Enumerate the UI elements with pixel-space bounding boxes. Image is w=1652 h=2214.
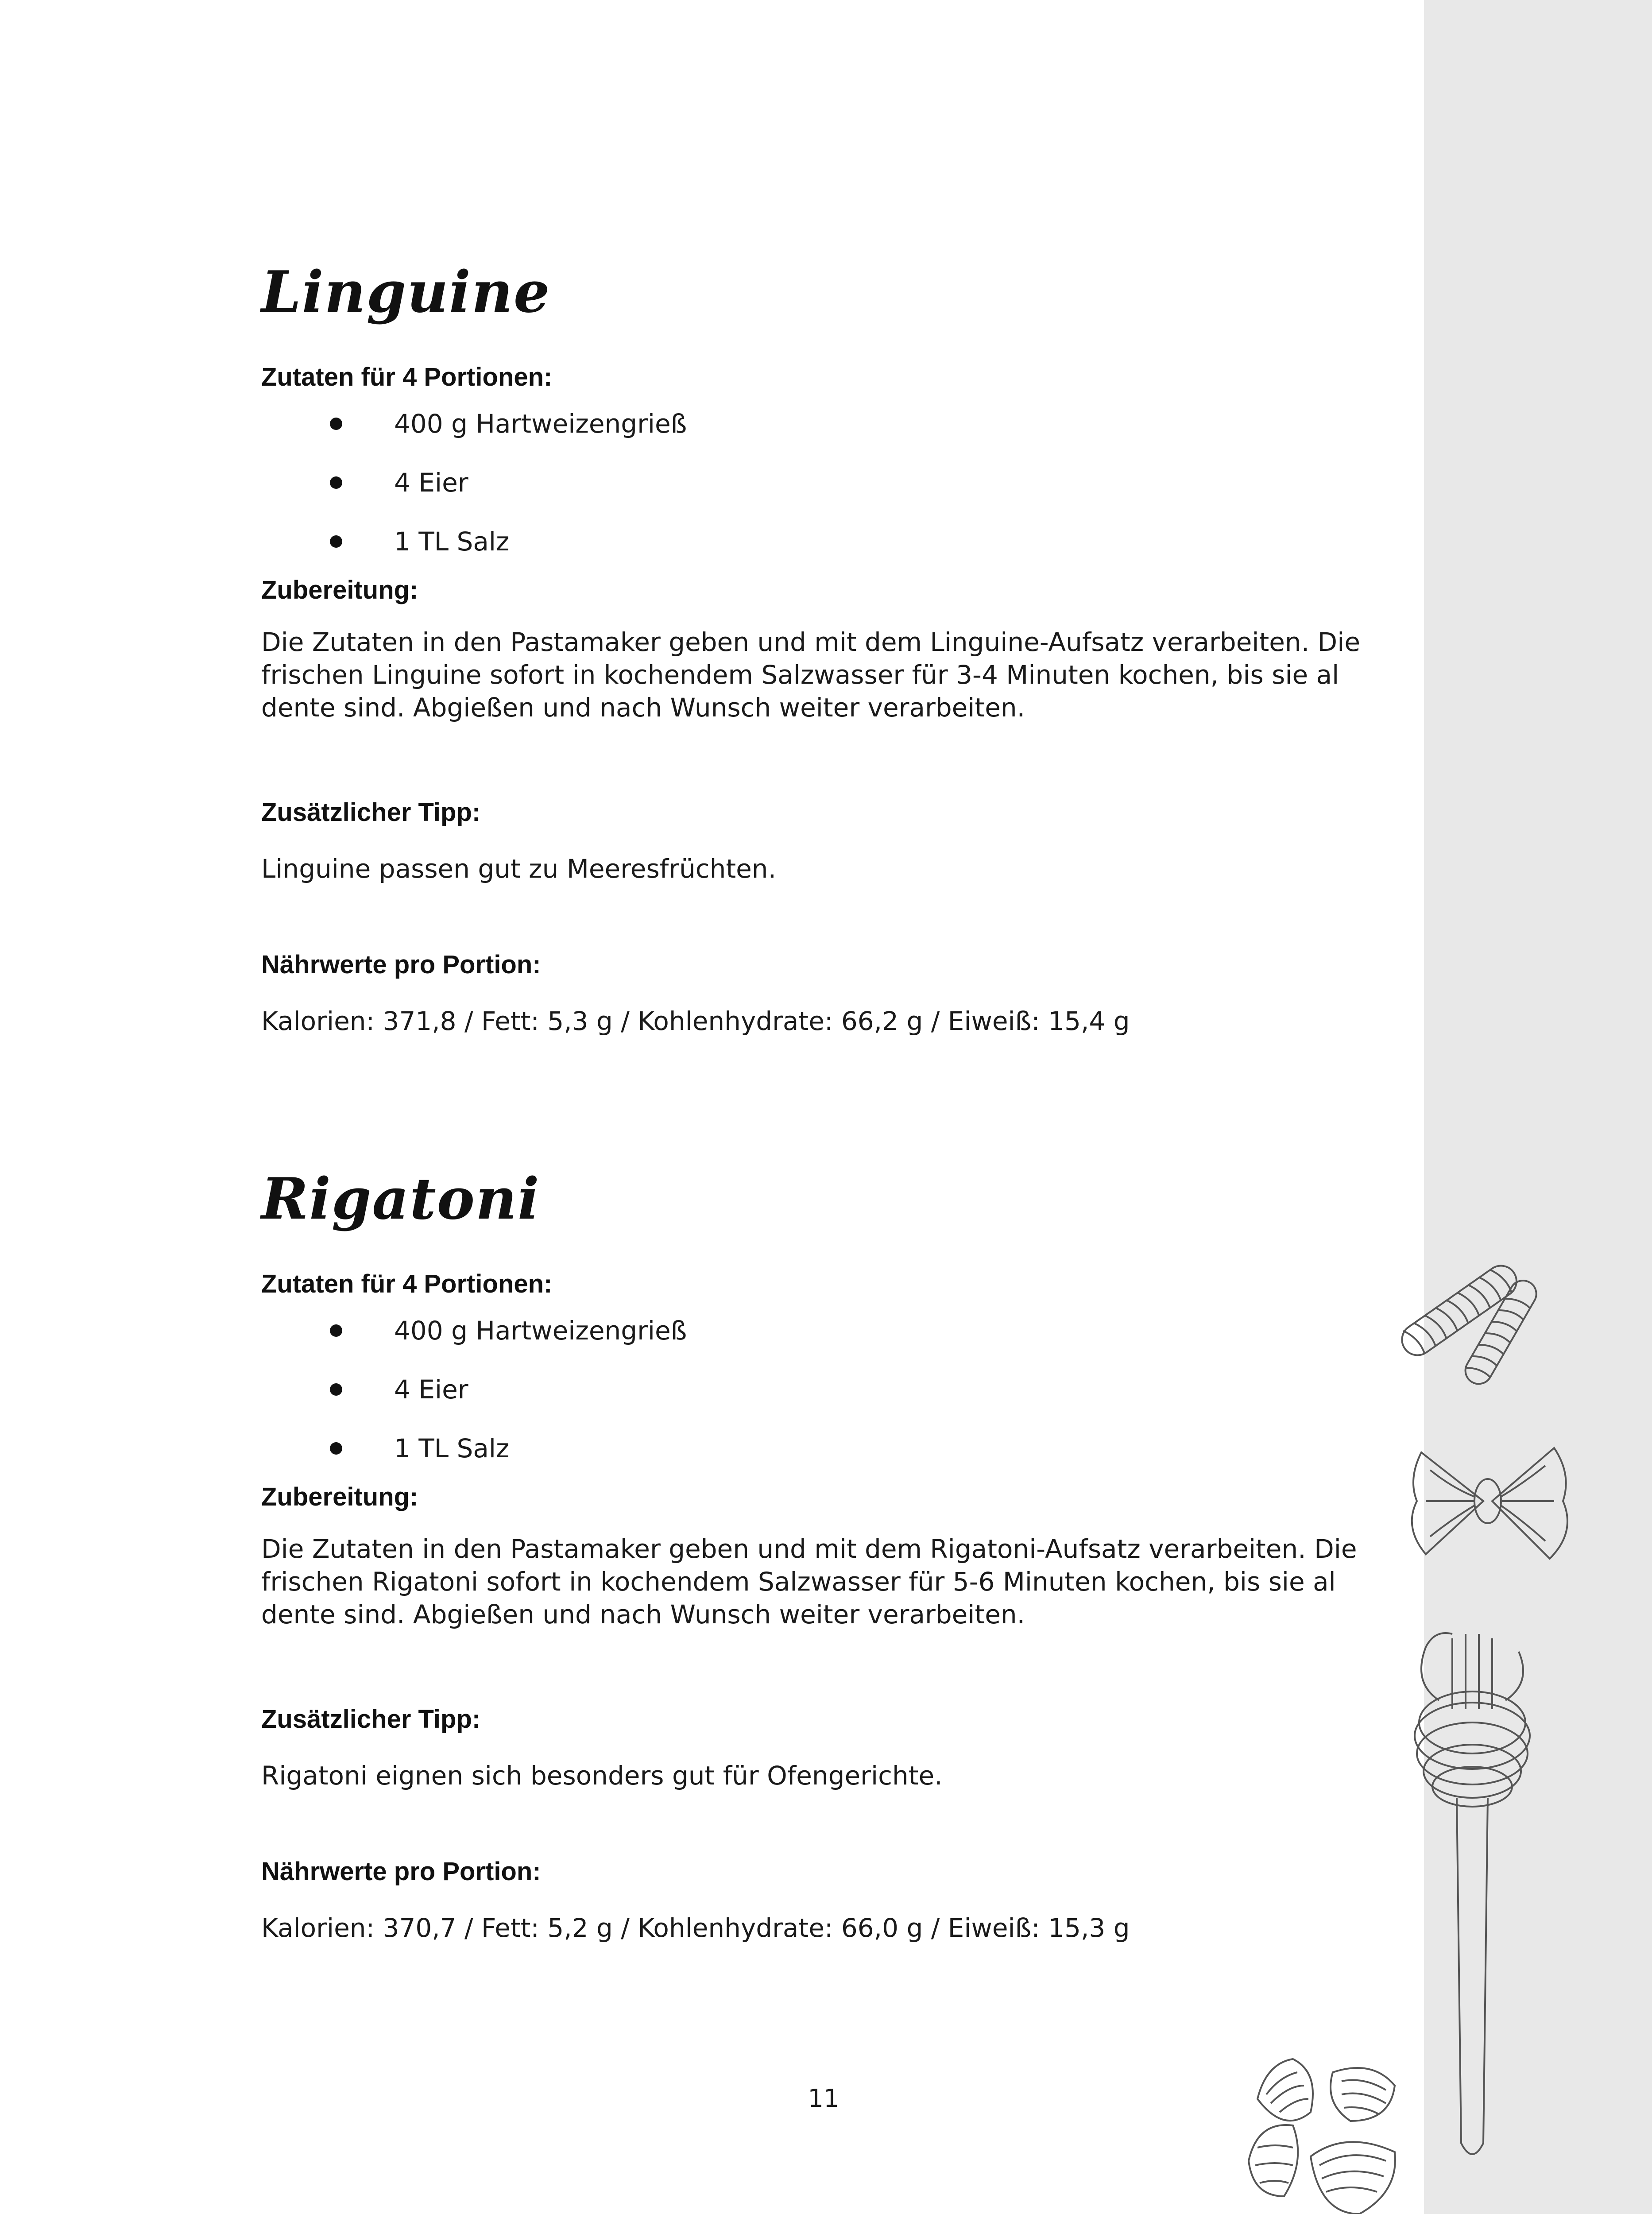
preparation-line: frischen Linguine sofort in kochendem Salzwasser für 3-4 Minuten kochen, bis sie al xyxy=(261,660,1339,690)
nutrition-text: Kalorien: 370,7 / Fett: 5,2 g / Kohlenhydrate: 66,0 g / Eiweiß: 15,3 g xyxy=(261,1913,1130,1943)
recipe-section xyxy=(261,1155,1377,1944)
bullet-icon xyxy=(330,476,342,489)
ingredient-item xyxy=(261,465,1377,500)
nutrition-text: Kalorien: 371,8 / Fett: 5,3 g / Kohlenhydrate: 66,2 g / Eiweiß: 15,4 g xyxy=(261,1006,1130,1036)
recipe-title: Linguine xyxy=(261,259,551,325)
tip-heading: Zusätzlicher Tipp: xyxy=(261,1705,481,1734)
ingredients-heading: Zutaten für 4 Portionen: xyxy=(261,363,553,391)
ingredient-item xyxy=(261,1313,1377,1348)
bullet-icon xyxy=(330,418,342,430)
preparation-heading: Zubereitung: xyxy=(261,576,418,604)
ingredient-text: 4 Eier xyxy=(394,1374,468,1405)
preparation-text xyxy=(261,1533,1377,1631)
fusilli-icon xyxy=(1377,1244,1554,1395)
nutrition-heading: Nährwerte pro Portion: xyxy=(261,950,541,979)
conchiglie-icon xyxy=(1231,2046,1417,2214)
farfalle-icon xyxy=(1395,1426,1581,1576)
preparation-line: Die Zutaten in den Pastamaker geben und mit dem Rigatoni-Aufsatz verarbeiten. Die xyxy=(261,1534,1357,1564)
ingredient-item xyxy=(261,406,1377,441)
preparation-line: dente sind. Abgießen und nach Wunsch weiter verarbeiten. xyxy=(261,1599,1025,1630)
nutrition-heading: Nährwerte pro Portion: xyxy=(261,1857,541,1886)
ingredient-text: 1 TL Salz xyxy=(394,1433,510,1463)
bullet-icon xyxy=(330,1324,342,1337)
ingredient-text: 400 g Hartweizengrieß xyxy=(394,409,687,439)
ingredient-text: 4 Eier xyxy=(394,468,468,498)
page-number: 11 xyxy=(808,2084,840,2113)
bullet-icon xyxy=(330,1383,342,1396)
ingredient-item xyxy=(261,524,1377,559)
tip-text: Rigatoni eignen sich besonders gut für Ofengerichte. xyxy=(261,1761,943,1791)
ingredients-heading: Zutaten für 4 Portionen: xyxy=(261,1270,553,1298)
ingredient-list xyxy=(261,1313,1377,1466)
ingredient-item xyxy=(261,1431,1377,1466)
tip-text: Linguine passen gut zu Meeresfrüchten. xyxy=(261,854,777,884)
ingredient-item xyxy=(261,1372,1377,1407)
preparation-heading: Zubereitung: xyxy=(261,1482,418,1511)
bullet-icon xyxy=(330,1442,342,1455)
ingredient-text: 1 TL Salz xyxy=(394,526,510,557)
recipe-section xyxy=(261,248,1377,1037)
preparation-line: frischen Rigatoni sofort in kochendem Salzwasser für 5-6 Minuten kochen, bis sie al xyxy=(261,1567,1336,1597)
recipe-title: Rigatoni xyxy=(261,1166,540,1232)
ingredient-text: 400 g Hartweizengrieß xyxy=(394,1316,687,1346)
preparation-line: Die Zutaten in den Pastamaker geben und mit dem Linguine-Aufsatz verarbeiten. Die xyxy=(261,627,1361,657)
ingredient-list xyxy=(261,406,1377,559)
bullet-icon xyxy=(330,535,342,548)
tip-heading: Zusätzlicher Tipp: xyxy=(261,798,481,827)
preparation-line: dente sind. Abgießen und nach Wunsch weiter verarbeiten. xyxy=(261,693,1025,723)
preparation-text xyxy=(261,626,1377,724)
